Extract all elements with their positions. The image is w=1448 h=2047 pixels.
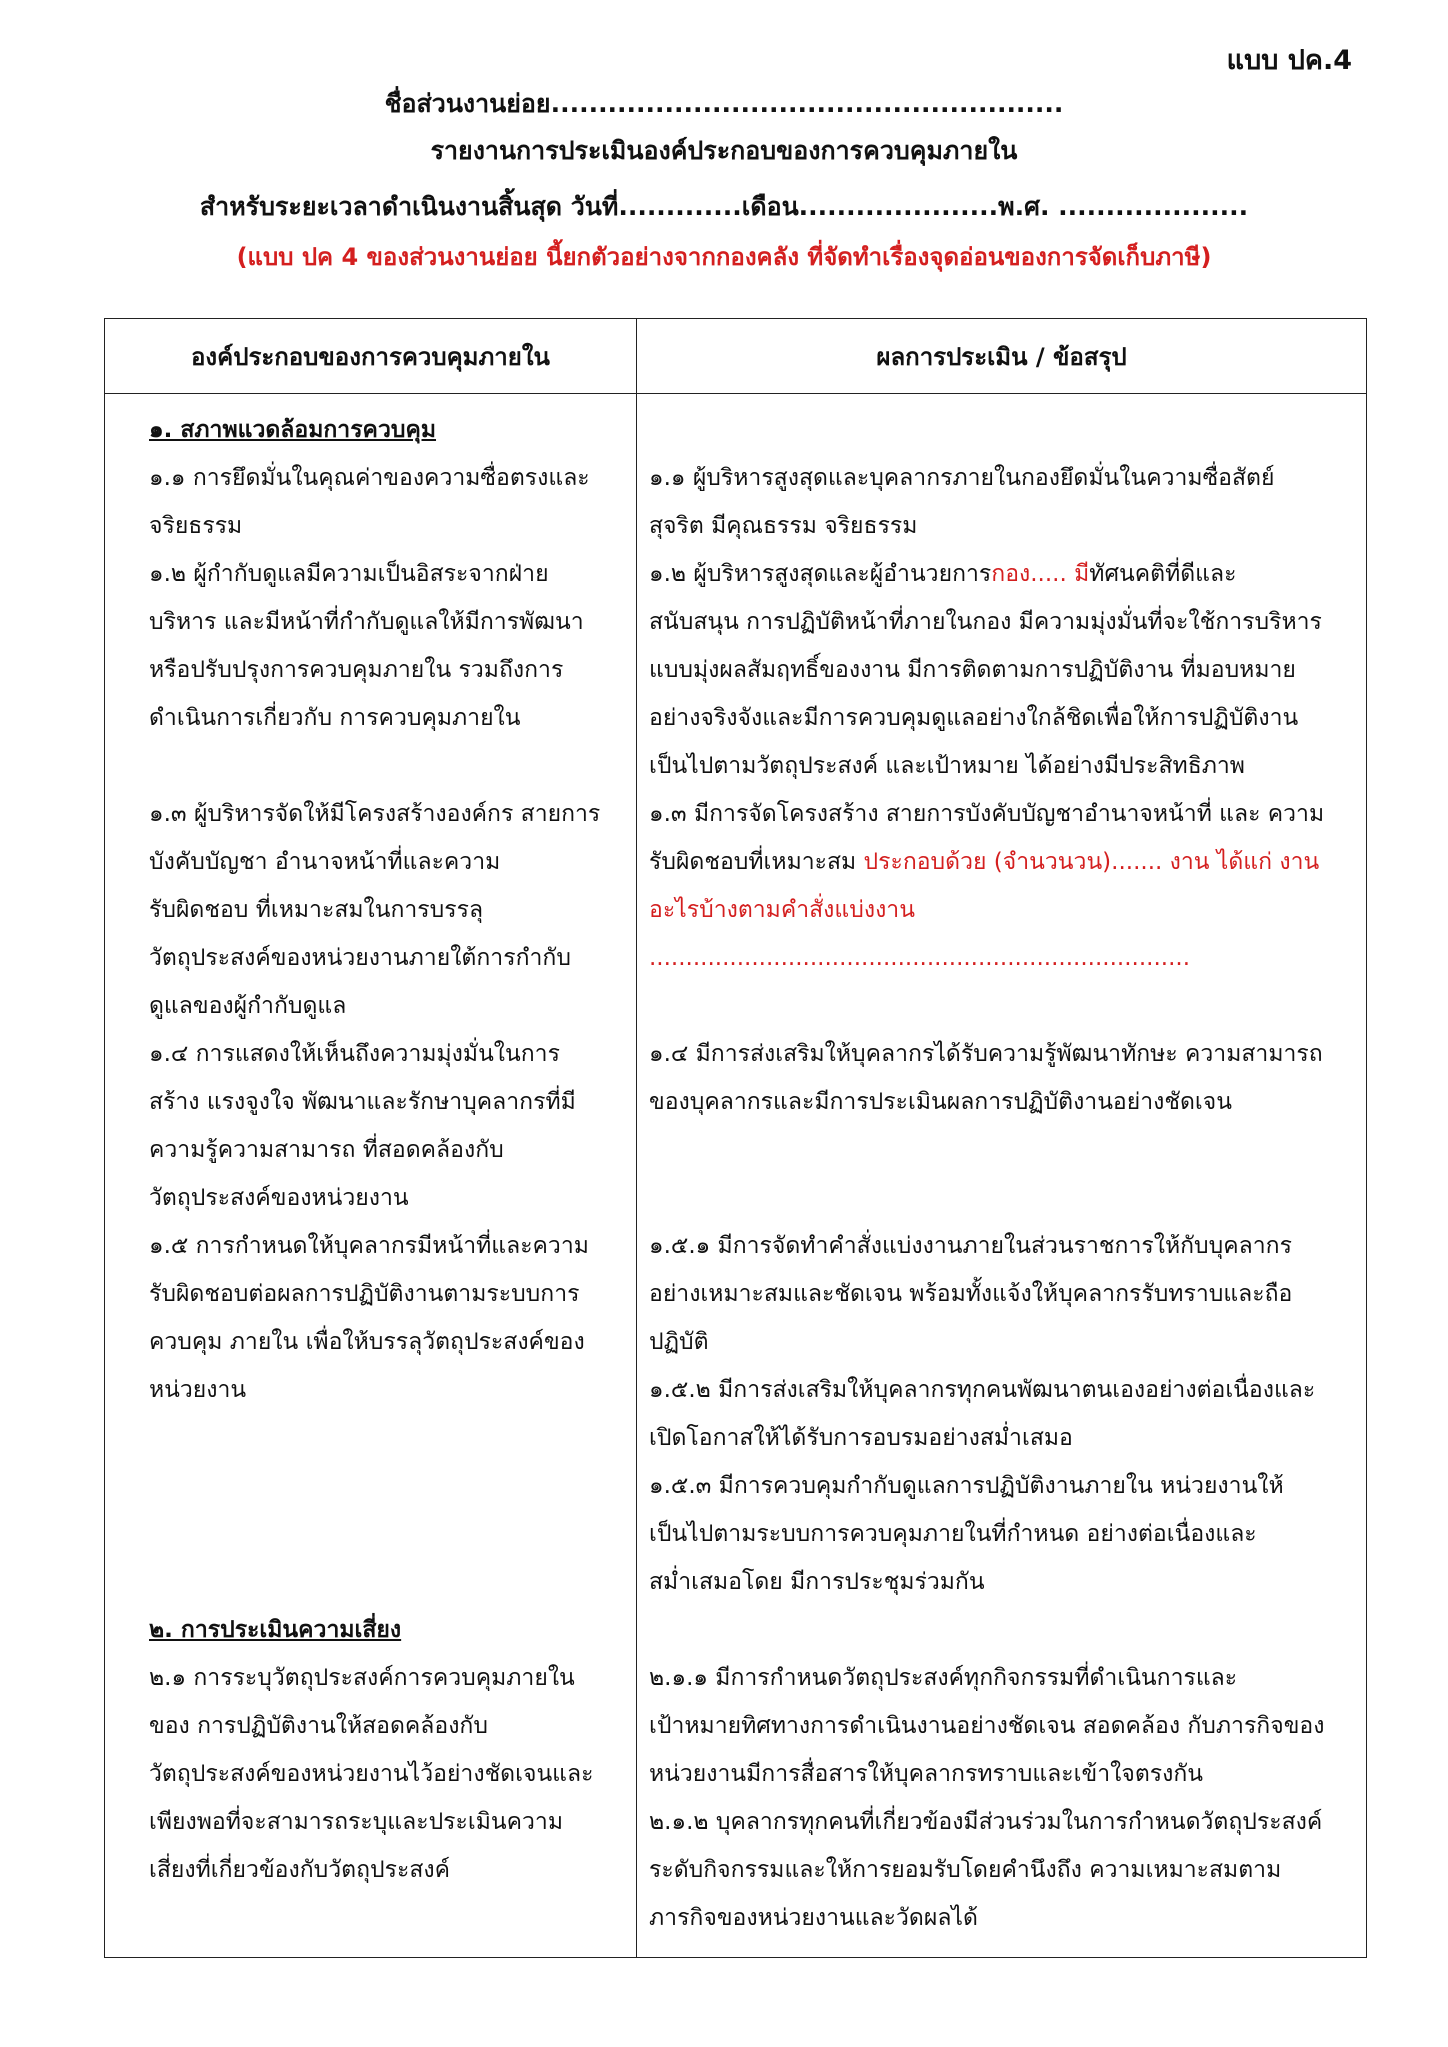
results-column xyxy=(637,394,1367,1958)
item-1-5-text: ๑.๕ การกำหนดให้บุคลากรมีหน้าที่และความ xyxy=(149,1233,589,1259)
result-2-1-2-text: ภารกิจของหน่วยงานและวัดผลได้ xyxy=(649,1905,978,1931)
item-1-2-text: ๑.๒ ผู้กำกับดูแลมีความเป็นอิสระจากฝ่าย xyxy=(149,561,549,587)
item-1-3-text: บังคับบัญชา อำนาจหน้าที่และความ xyxy=(149,849,501,875)
result-1-3-second-line xyxy=(649,838,1352,886)
result-1-5-1-text: ๑.๕.๑ มีการจัดทำคำสั่งแบ่งงานภายในส่วนราชการให้กับบุคลากร xyxy=(649,1233,1292,1259)
item-1-4-text: สร้าง แรงจูงใจ พัฒนาและรักษาบุคลากรที่มี xyxy=(149,1089,576,1115)
form-code: แบบ ปค.4 xyxy=(1226,45,1352,76)
item-1-4-text: วัตถุประสงค์ของหน่วยงาน xyxy=(149,1185,409,1211)
example-note: (แบบ ปค 4 ของส่วนงานย่อย นี้ยกตัวอย่างจากกองคลัง ที่จัดทำเรื่องจุดอ่อนของการจัดเก็บภาษี) xyxy=(236,243,1212,271)
result-1-4-text: ๑.๔ มีการส่งเสริมให้บุคลากรได้รับความรู้พัฒนาทักษะ ความสามารถ xyxy=(649,1041,1323,1067)
result-1-2-first-line xyxy=(649,550,1352,598)
result-1-2-text: อย่างจริงจังและมีการควบคุมดูแลอย่างใกล้ชิดเพื่อให้การปฏิบัติงาน xyxy=(649,705,1299,731)
components-column xyxy=(105,394,637,1958)
item-1-4-text: ๑.๔ การแสดงให้เห็นถึงความมุ่งมั่นในการ xyxy=(149,1041,560,1067)
item-1-3-text: ๑.๓ ผู้บริหารจัดให้มีโครงสร้างองค์กร สายการ xyxy=(149,801,601,827)
result-1-2-text: สนับสนุน การปฏิบัติหน้าที่ภายในกอง มีความมุ่งมั่นที่จะใช้การบริหาร xyxy=(649,609,1322,635)
result-1-5-3-text: ๑.๕.๓ มีการควบคุมกำกับดูแลการปฏิบัติงานภายใน หน่วยงานให้ xyxy=(649,1473,1284,1499)
item-1-1-text: จริยธรรม xyxy=(149,513,243,539)
item-2-1-text: วัตถุประสงค์ของหน่วยงานไว้อย่างชัดเจนและ xyxy=(149,1761,594,1787)
assessment-table xyxy=(104,318,1367,1958)
result-1-3-text: ๑.๓ มีการจัดโครงสร้าง สายการบังคับบัญชาอำนาจหน้าที่ และ ความ xyxy=(649,801,1325,827)
item-1-3-text: รับผิดชอบ ที่เหมาะสมในการบรรลุ xyxy=(149,897,484,923)
item-1-4-text: ความรู้ความสามารถ ที่สอดคล้องกับ xyxy=(149,1137,504,1163)
result-1-5-1-text: ปฏิบัติ xyxy=(649,1329,709,1355)
result-1-3-text: รับผิดชอบที่เหมาะสม xyxy=(649,849,864,875)
item-2-1-text: เสี่ยงที่เกี่ยวข้องกับวัตถุประสงค์ xyxy=(149,1857,450,1883)
item-1-2-text: ดำเนินการเกี่ยวกับ การควบคุมภายใน xyxy=(149,705,521,731)
result-1-5-1-text: อย่างเหมาะสมและชัดเจน พร้อมทั้งแจ้งให้บุคลากรรับทราบและถือ xyxy=(649,1281,1293,1307)
unit-name-line: ชื่อส่วนงานย่อย...................................................... xyxy=(384,89,1064,118)
result-2-1-2-text: ๒.๑.๒ บุคลากรทุกคนที่เกี่ยวข้องมีส่วนร่วมในการกำหนดวัตถุประสงค์ xyxy=(649,1809,1323,1835)
result-2-1-1-text: หน่วยงานมีการสื่อสารให้บุคลากรทราบและเข้าใจตรงกัน xyxy=(649,1761,1203,1787)
result-2-1-2-text: ระดับกิจกรรมและให้การยอมรับโดยคำนึงถึง ความเหมาะสมตาม xyxy=(649,1857,1282,1883)
item-2-1-text: ๒.๑ การระบุวัตถุประสงค์การควบคุมภายใน xyxy=(149,1665,575,1691)
result-1-1-text: ๑.๑ ผู้บริหารสูงสุดและบุคลากรภายในกองยึดมั่นในความซื่อสัตย์ xyxy=(649,465,1275,491)
result-1-5-2-text: เปิดโอกาสให้ได้รับการอบรมอย่างสม่ำเสมอ xyxy=(649,1425,1073,1451)
result-1-5-2-text: ๑.๕.๒ มีการส่งเสริมให้บุคลากรทุกคนพัฒนาตนเองอย่างต่อเนื่องและ xyxy=(649,1377,1316,1403)
result-1-2-text: ทัศนคติที่ดีและ xyxy=(1089,561,1237,587)
col-header-components: องค์ประกอบของการควบคุมภายใน xyxy=(105,319,637,394)
item-1-1-text: ๑.๑ การยึดมั่นในคุณค่าของความซื่อตรงและ xyxy=(149,465,590,491)
item-2-1-text: ของ การปฏิบัติงานให้สอดคล้องกับ xyxy=(149,1713,488,1739)
result-1-3-dotted-line: .......................................................................... xyxy=(649,945,1191,971)
report-title: รายงานการประเมินองค์ประกอบของการควบคุมภายใน xyxy=(430,136,1018,165)
col-header-results: ผลการประเมิน / ข้อสรุป xyxy=(637,319,1367,394)
item-1-5-text: ควบคุม ภายใน เพื่อให้บรรลุวัตถุประสงค์ของ xyxy=(149,1329,585,1355)
item-1-3-text: ดูแลของผู้กำกับดูแล xyxy=(149,993,347,1019)
result-1-3-red-text: อะไรบ้างตามคำสั่งแบ่งงาน xyxy=(649,897,915,923)
result-1-2-text: ๑.๒ ผู้บริหารสูงสุดและผู้อำนวยการ xyxy=(649,561,992,587)
result-2-1-1-text: ๒.๑.๑ มีการกำหนดวัตถุประสงค์ทุกกิจกรรมที่ดำเนินการและ xyxy=(649,1665,1238,1691)
item-2-1-text: เพียงพอที่จะสามารถระบุและประเมินความ xyxy=(149,1809,564,1835)
result-1-5-3-text: สม่ำเสมอโดย มีการประชุมร่วมกัน xyxy=(649,1569,985,1595)
period-line: สำหรับระยะเวลาดำเนินงานสิ้นสุด วันที่.............เดือน.....................พ.ศ. .................... xyxy=(199,192,1249,221)
result-1-2-text: แบบมุ่งผลสัมฤทธิ์ของงาน มีการติดตามการปฏิบัติงาน ที่มอบหมาย xyxy=(649,657,1296,683)
section-1-title: ๑. สภาพแวดล้อมการควบคุม xyxy=(149,417,437,443)
item-1-5-text: หน่วยงาน xyxy=(149,1377,247,1403)
result-1-2-text: เป็นไปตามวัตถุประสงค์ และเป้าหมาย ได้อย่างมีประสิทธิภาพ xyxy=(649,753,1245,779)
result-1-1-text: สุจริต มีคุณธรรม จริยธรรม xyxy=(649,513,918,539)
result-1-4-text: ของบุคลากรและมีการประเมินผลการปฏิบัติงานอย่างชัดเจน xyxy=(649,1089,1232,1115)
item-1-2-text: หรือปรับปรุงการควบคุมภายใน รวมถึงการ xyxy=(149,657,564,683)
result-1-3-red-text: ประกอบด้วย (จำนวนวน)....... งาน ได้แก่ งาน xyxy=(863,849,1320,875)
item-1-2-text: บริหาร และมีหน้าที่กำกับดูแลให้มีการพัฒนา xyxy=(149,609,584,635)
item-1-3-text: วัตถุประสงค์ของหน่วยงานภายใต้การกำกับ xyxy=(149,945,571,971)
item-1-5-text: รับผิดชอบต่อผลการปฏิบัติงานตามระบบการ xyxy=(149,1281,580,1307)
section-2-title: ๒. การประเมินความเสี่ยง xyxy=(149,1617,402,1643)
result-1-5-3-text: เป็นไปตามระบบการควบคุมภายในที่กำหนด อย่างต่อเนื่องและ xyxy=(649,1521,1257,1547)
result-2-1-1-text: เป้าหมายทิศทางการดำเนินงานอย่างชัดเจน สอดคล้อง กับภารกิจของ xyxy=(649,1713,1325,1739)
result-1-2-red-text: กอง..... มี xyxy=(991,561,1090,587)
